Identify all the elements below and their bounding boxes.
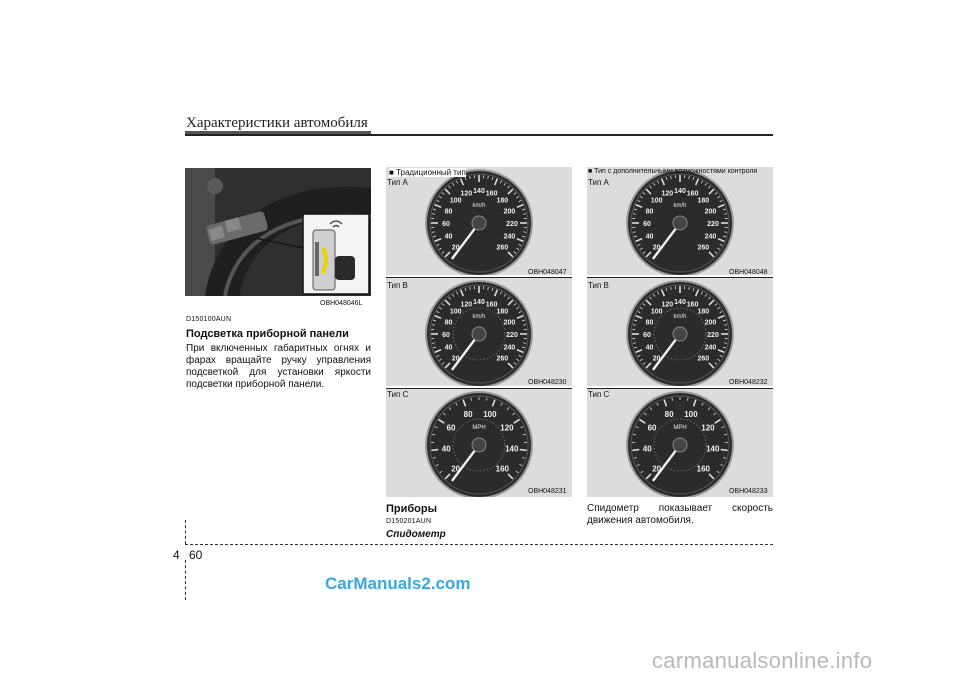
gauge-speed-label: 120 bbox=[500, 423, 514, 433]
dimmer-control-photo bbox=[185, 168, 371, 296]
footer-divider-top bbox=[185, 520, 186, 544]
gauge-speed-label: 160 bbox=[495, 464, 510, 474]
gauge-speed-label: 200 bbox=[704, 319, 717, 327]
gauge-speed-label: 260 bbox=[496, 244, 509, 252]
gauge-speed-label: 220 bbox=[506, 332, 518, 339]
gauge-unit-label: km/h bbox=[472, 314, 486, 320]
speedometer-gauge bbox=[587, 389, 773, 497]
figure-code-mid-a: OBH048047 bbox=[528, 269, 567, 276]
gauge-speed-label: 260 bbox=[697, 355, 710, 363]
gauge-speed-label: 20 bbox=[451, 464, 461, 474]
gauge-panel-right-a bbox=[587, 167, 773, 275]
watermark-carmanuals2[interactable]: CarManuals2.com bbox=[325, 574, 471, 593]
gauge-speed-label: 60 bbox=[647, 423, 657, 433]
figure-code-mid-c: OBH048231 bbox=[528, 488, 567, 495]
type-label-mid-a: Тип A bbox=[387, 178, 408, 187]
figure-code-right-b: OBH048232 bbox=[729, 379, 768, 386]
gauge-speed-label: 100 bbox=[650, 197, 663, 205]
gauge-speed-label: 160 bbox=[686, 190, 699, 198]
watermark-carmanualsonline[interactable]: carmanualsonline.info bbox=[652, 648, 873, 673]
gauge-speed-label: 140 bbox=[473, 299, 485, 306]
gauge-needle-hub bbox=[472, 327, 486, 341]
gauge-speed-label: 100 bbox=[650, 308, 663, 316]
gauge-speed-label: 240 bbox=[704, 233, 717, 241]
gauge-speed-label: 120 bbox=[661, 190, 674, 198]
gauge-speed-label: 120 bbox=[460, 190, 473, 198]
photo-code: OBH048046L bbox=[320, 300, 363, 307]
gauge-speed-label: 120 bbox=[701, 423, 715, 433]
gauge-speed-label: 20 bbox=[652, 355, 661, 363]
gauge-speed-label: 20 bbox=[652, 464, 662, 474]
gauge-speed-label: 40 bbox=[444, 233, 453, 241]
section-title-instruments: Приборы bbox=[386, 503, 438, 515]
gauge-speed-label: 220 bbox=[707, 332, 719, 339]
speedometer-gauge bbox=[587, 278, 773, 386]
gauge-speed-label: 100 bbox=[483, 409, 497, 419]
gauge-speed-label: 100 bbox=[449, 197, 462, 205]
gauge-panel-right-b bbox=[587, 278, 773, 386]
gauge-speed-label: 60 bbox=[446, 423, 456, 433]
gauge-speed-label: 40 bbox=[642, 444, 652, 454]
gauge-major-tick bbox=[632, 450, 639, 451]
gauge-speed-label: 140 bbox=[473, 188, 485, 195]
type-label-right-a: Тип A bbox=[588, 178, 609, 187]
gauge-speed-label: 100 bbox=[684, 409, 698, 419]
gauge-speed-label: 80 bbox=[444, 208, 453, 216]
gauge-minor-tick bbox=[471, 398, 472, 401]
gauge-speed-label: 80 bbox=[463, 409, 473, 419]
header-rule bbox=[185, 134, 773, 136]
footer-divider-bottom bbox=[185, 560, 186, 600]
gauge-unit-label: km/h bbox=[472, 203, 486, 209]
section-title-lighting: Подсветка приборной панели bbox=[186, 328, 349, 340]
section-code-lighting: D150100AUN bbox=[186, 316, 232, 323]
gauge-speed-label: 260 bbox=[697, 244, 710, 252]
gauge-speed-label: 220 bbox=[707, 221, 719, 228]
gauge-panel-mid-c bbox=[386, 389, 572, 497]
gauge-panel-mid-b bbox=[386, 278, 572, 386]
gauge-speed-label: 100 bbox=[449, 308, 462, 316]
gauge-speed-label: 180 bbox=[697, 197, 710, 205]
steering-wheel-illustration bbox=[185, 168, 371, 296]
gauge-speed-label: 20 bbox=[451, 355, 460, 363]
type-label-right-c: Тип C bbox=[588, 390, 610, 399]
page-header-title: Характеристики автомобиля bbox=[186, 115, 368, 131]
gauge-speed-label: 120 bbox=[661, 301, 674, 309]
gauge-major-tick bbox=[431, 450, 438, 451]
gauge-panel-mid-a bbox=[386, 167, 572, 275]
gauge-unit-label: MPH bbox=[673, 425, 687, 431]
gauge-speed-label: 80 bbox=[645, 208, 654, 216]
gauge-speed-label: 140 bbox=[505, 444, 519, 454]
gauge-speed-label: 200 bbox=[704, 208, 717, 216]
gauge-speed-label: 160 bbox=[485, 190, 498, 198]
gauge-speed-label: 80 bbox=[645, 319, 654, 327]
page-number: 60 bbox=[189, 548, 203, 562]
gauge-speed-label: 240 bbox=[503, 233, 516, 241]
body-text-speedometer: Спидометр показывает скорость движения автомобиля. bbox=[587, 503, 773, 526]
speedometer-gauge bbox=[386, 167, 572, 275]
gauge-speed-label: 140 bbox=[674, 299, 686, 306]
gauge-speed-label: 160 bbox=[686, 301, 699, 309]
gauge-speed-label: 220 bbox=[506, 221, 518, 228]
subtitle-speedometer: Спидометр bbox=[386, 529, 446, 540]
gauge-speed-label: 200 bbox=[503, 208, 516, 216]
speedometer-gauge bbox=[386, 389, 572, 497]
gauge-speed-label: 160 bbox=[696, 464, 711, 474]
gauge-needle-hub bbox=[673, 216, 687, 230]
type-label-mid-b: Тип B bbox=[387, 281, 408, 290]
gauge-minor-tick bbox=[487, 398, 488, 401]
gauge-speed-label: 20 bbox=[451, 244, 460, 252]
gauge-speed-label: 60 bbox=[643, 221, 651, 228]
gauge-speed-label: 200 bbox=[503, 319, 516, 327]
gauge-panel-right-c bbox=[587, 389, 773, 497]
figure-code-right-c: OBH048233 bbox=[729, 488, 768, 495]
gauge-unit-label: km/h bbox=[673, 314, 687, 320]
gauge-needle-hub bbox=[472, 438, 486, 452]
gauge-speed-label: 80 bbox=[444, 319, 453, 327]
figure-code-mid-b: OBH048230 bbox=[528, 379, 567, 386]
gauge-speed-label: 120 bbox=[460, 301, 473, 309]
section-code-speedometer: D150201AUN bbox=[386, 518, 432, 525]
gauge-speed-label: 260 bbox=[496, 355, 509, 363]
gauge-speed-label: 240 bbox=[503, 344, 516, 352]
gauge-speed-label: 80 bbox=[664, 409, 674, 419]
body-text-lighting: При включенных габаритных огнях и фарах вращайте ручку управления подсветкой для установки яркости подсветки приборной панели. bbox=[186, 343, 371, 390]
gauge-speed-label: 40 bbox=[645, 233, 654, 241]
gauge-major-tick bbox=[721, 450, 728, 451]
gauge-speed-label: 180 bbox=[496, 197, 509, 205]
gauge-needle-hub bbox=[673, 327, 687, 341]
gauge-speed-label: 40 bbox=[645, 344, 654, 352]
gauge-speed-label: 140 bbox=[674, 188, 686, 195]
gauge-speed-label: 180 bbox=[697, 308, 710, 316]
gauge-needle-hub bbox=[673, 438, 687, 452]
gauge-minor-tick bbox=[688, 398, 689, 401]
figure-code-right-a: OBH048048 bbox=[729, 269, 768, 276]
gauge-speed-label: 140 bbox=[706, 444, 720, 454]
gauge-speed-label: 240 bbox=[704, 344, 717, 352]
gauge-speed-label: 40 bbox=[441, 444, 451, 454]
gauge-needle-hub bbox=[472, 216, 486, 230]
type-label-right-b: Тип B bbox=[588, 281, 609, 290]
speedometer-gauge bbox=[386, 278, 572, 386]
gauge-speed-label: 60 bbox=[442, 221, 450, 228]
gauge-minor-tick bbox=[672, 398, 673, 401]
gauge-speed-label: 160 bbox=[485, 301, 498, 309]
gauge-speed-label: 60 bbox=[643, 332, 651, 339]
type-label-mid-c: Тип C bbox=[387, 390, 409, 399]
gauge-major-tick bbox=[520, 450, 527, 451]
gauge-speed-label: 40 bbox=[444, 344, 453, 352]
footer-rule bbox=[185, 544, 773, 545]
heading-advanced-type: ■ Тип с дополнительными возможностями контроля bbox=[588, 168, 758, 175]
gauge-speed-label: 180 bbox=[496, 308, 509, 316]
gauge-unit-label: km/h bbox=[673, 203, 687, 209]
gauge-speed-label: 20 bbox=[652, 244, 661, 252]
gauge-unit-label: MPH bbox=[472, 425, 486, 431]
heading-traditional-type: ■ Традиционный тип bbox=[389, 168, 466, 177]
gauge-speed-label: 60 bbox=[442, 332, 450, 339]
speedometer-gauge bbox=[587, 167, 773, 275]
chapter-number: 4 bbox=[173, 548, 180, 562]
